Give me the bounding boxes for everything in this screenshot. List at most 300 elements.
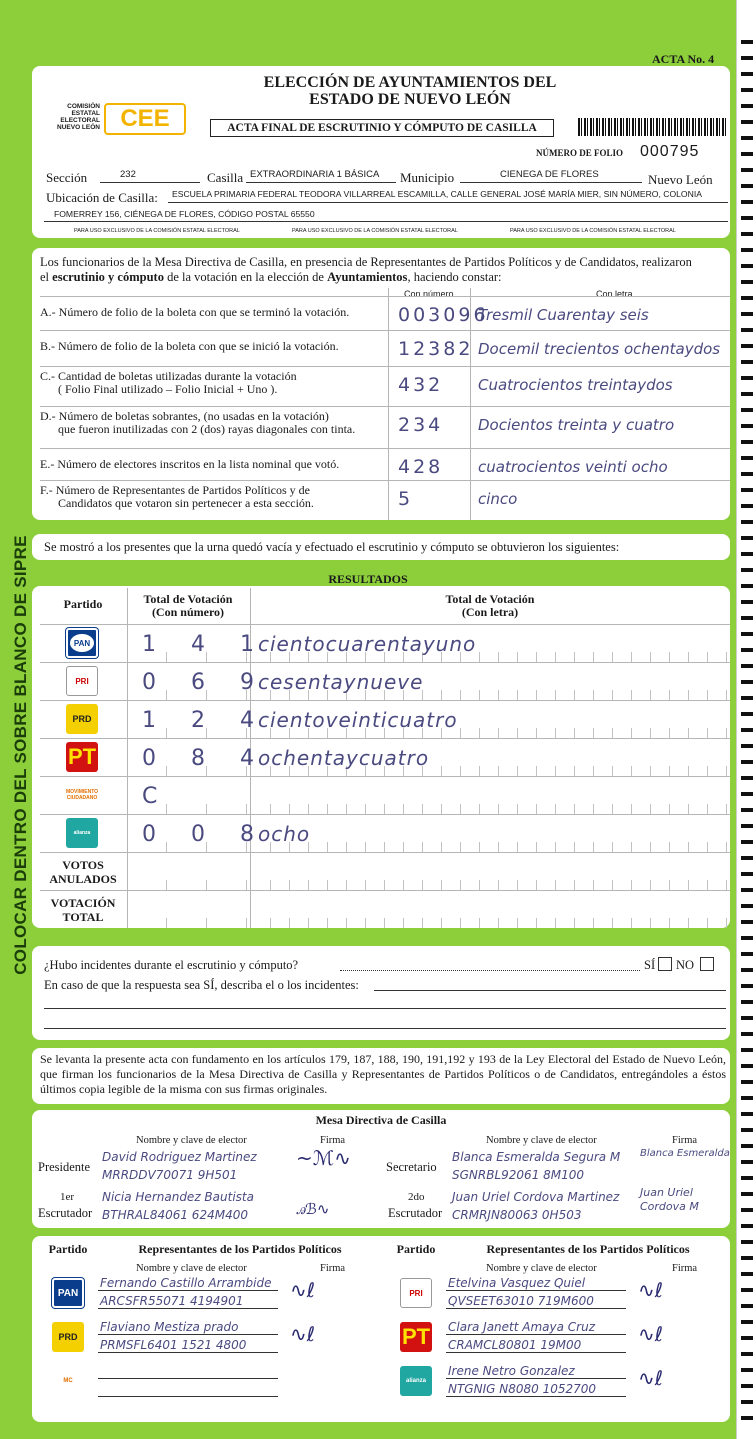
question-text: F.- Número de Representantes de Partidos Políticos y de xyxy=(40,483,310,497)
edge-mark xyxy=(741,984,753,988)
intro-part: , haciendo constar: xyxy=(407,270,502,284)
letter-tick xyxy=(460,880,461,890)
letter-tick xyxy=(688,690,689,700)
acta-subtitle: ACTA FINAL DE ESCRUTINIO Y CÓMPUTO DE CASILLA xyxy=(210,119,554,137)
letter-tick xyxy=(555,690,556,700)
question-number-value: 428 xyxy=(398,456,444,478)
rep-signature: ∿ℓ xyxy=(290,1322,316,1346)
letter-tick xyxy=(688,652,689,662)
digit-tick xyxy=(206,880,207,890)
edge-mark xyxy=(741,104,753,108)
edge-mark xyxy=(741,296,753,300)
letter-tick xyxy=(460,690,461,700)
question-row-divider xyxy=(40,448,730,449)
incidents-question: ¿Hubo incidentes durante el escrutinio y cómputo? xyxy=(44,958,299,972)
escrutador2-label: Escrutador xyxy=(388,1206,443,1220)
party-logo-text: alianza xyxy=(73,830,91,836)
letter-tick xyxy=(631,652,632,662)
escrutador1-label: Escrutador xyxy=(38,1206,93,1220)
letter-tick xyxy=(707,728,708,738)
letter-tick xyxy=(650,880,651,890)
rep-clave: PRMSFL6401 1521 4800 xyxy=(100,1338,247,1352)
edge-mark xyxy=(741,232,753,236)
letter-tick xyxy=(631,690,632,700)
question-text: D.- Número de boletas sobrantes, (no usadas en la votación) xyxy=(40,409,329,423)
letter-tick xyxy=(346,842,347,852)
letter-tick xyxy=(422,880,423,890)
letter-tick xyxy=(650,690,651,700)
letter-tick xyxy=(669,690,670,700)
presidente-name: David Rodriguez Martinez xyxy=(102,1150,257,1164)
rep-col-partido-right: Partido xyxy=(396,1242,436,1256)
escrutador2-ord: 2do xyxy=(408,1191,425,1203)
result-number-value: 1 2 4 xyxy=(142,708,268,733)
letter-tick xyxy=(726,652,727,662)
letter-tick xyxy=(612,918,613,928)
letter-tick xyxy=(403,842,404,852)
edge-mark xyxy=(741,936,753,940)
party-logo-pt xyxy=(66,742,98,772)
results-row-divider xyxy=(40,776,730,777)
edge-mark xyxy=(741,472,753,476)
letter-tick xyxy=(536,652,537,662)
edge-mark xyxy=(741,264,753,268)
digit-tick xyxy=(246,804,247,814)
letter-tick xyxy=(612,766,613,776)
rep-clave: QVSEET63010 719M600 xyxy=(448,1294,594,1308)
title-line-2: ESTADO DE NUEVO LEÓN xyxy=(309,91,511,108)
letter-tick xyxy=(308,880,309,890)
question-letter-value: Cuatrocientos treintaydos xyxy=(478,376,673,394)
letter-tick xyxy=(346,880,347,890)
edge-mark xyxy=(741,792,753,796)
mesa-firma-right: Firma xyxy=(672,1135,698,1146)
party-logo-text: PAN xyxy=(70,634,94,652)
question-row-divider xyxy=(40,296,730,297)
edge-mark xyxy=(741,280,753,284)
letter-tick xyxy=(669,652,670,662)
question-label xyxy=(40,484,386,510)
results-title: RESULTADOS xyxy=(328,572,408,586)
letter-tick xyxy=(517,652,518,662)
rep-party-logo-pan: PAN xyxy=(52,1278,84,1308)
party-logo-text: MOVIMIENTO CIUDADANO xyxy=(65,789,99,801)
letter-tick xyxy=(327,842,328,852)
party-logo-nueva-alianza xyxy=(66,818,98,848)
letter-tick xyxy=(612,728,613,738)
letter-tick xyxy=(270,804,271,814)
question-letter-value: cinco xyxy=(478,490,518,508)
letter-tick xyxy=(650,804,651,814)
question-text: ( Folio Final utilizado – Folio Inicial + Uno ). xyxy=(58,382,278,396)
question-row-divider xyxy=(40,406,730,407)
letter-tick xyxy=(574,766,575,776)
letter-tick xyxy=(422,804,423,814)
side-instruction-text: COLOCAR DENTRO DEL SOBRE BLANCO DE SIPRE xyxy=(11,535,30,975)
letter-tick xyxy=(669,880,670,890)
letter-tick xyxy=(536,690,537,700)
mesa-nombre-right: Nombre y clave de elector xyxy=(486,1135,597,1146)
question-text: B.- Número de folio de la boleta con que se inició la votación. xyxy=(40,339,339,353)
letter-tick xyxy=(460,918,461,928)
letter-tick xyxy=(631,842,632,852)
edge-mark xyxy=(741,664,753,668)
letter-tick xyxy=(346,804,347,814)
edge-mark xyxy=(741,1224,753,1228)
letter-tick xyxy=(669,804,670,814)
letter-tick xyxy=(384,880,385,890)
letter-tick xyxy=(327,804,328,814)
casilla-label: Casilla xyxy=(207,170,244,185)
ubicacion-value-2: FOMERREY 156, CIÉNEGA DE FLORES, CÓDIGO POSTAL 65550 xyxy=(54,209,315,219)
edge-mark xyxy=(741,408,753,412)
letter-tick xyxy=(517,804,518,814)
letter-tick xyxy=(593,842,594,852)
escrutador1-signature: ꭿℬ∿ xyxy=(296,1200,330,1218)
rep-name: Clara Janett Amaya Cruz xyxy=(448,1320,596,1334)
letter-tick xyxy=(479,652,480,662)
edge-mark xyxy=(741,1080,753,1084)
edge-mark xyxy=(741,376,753,380)
escrutador1-ord: 1er xyxy=(60,1191,75,1203)
edge-mark xyxy=(741,440,753,444)
letter-tick xyxy=(688,728,689,738)
letter-tick xyxy=(517,690,518,700)
digit-tick xyxy=(246,918,247,928)
edge-mark xyxy=(741,328,753,332)
edge-mark xyxy=(741,1416,753,1420)
letter-tick xyxy=(669,728,670,738)
results-row-divider xyxy=(40,852,730,853)
edge-mark xyxy=(741,312,753,316)
result-letter-value: cientoveinticuatro xyxy=(258,708,458,732)
letter-tick xyxy=(688,918,689,928)
letter-tick xyxy=(384,918,385,928)
edge-mark xyxy=(741,1192,753,1196)
acta-number: ACTA No. 4 xyxy=(652,52,715,66)
edge-mark xyxy=(741,1032,753,1036)
digit-tick xyxy=(246,880,247,890)
rep-col-title-left: Representantes de los Partidos Políticos xyxy=(138,1242,342,1256)
letter-tick xyxy=(384,842,385,852)
question-row-divider xyxy=(40,330,730,331)
edge-mark xyxy=(741,920,753,924)
folio-label: NÚMERO DE FOLIO xyxy=(536,148,624,158)
edge-mark xyxy=(741,248,753,252)
letter-tick xyxy=(669,918,670,928)
letter-tick xyxy=(555,880,556,890)
edge-mark xyxy=(741,72,753,76)
results-row-divider xyxy=(40,890,730,891)
letter-tick xyxy=(707,880,708,890)
edge-mark xyxy=(741,1304,753,1308)
letter-tick xyxy=(517,842,518,852)
result-letter-value: cesentaynueve xyxy=(258,670,424,694)
edge-mark xyxy=(741,1368,753,1372)
letter-tick xyxy=(365,918,366,928)
rep-clave: NTGNIG N8080 1052700 xyxy=(448,1382,597,1396)
edge-mark xyxy=(741,1160,753,1164)
edge-mark xyxy=(741,392,753,396)
edge-mark xyxy=(741,696,753,700)
edge-mark xyxy=(741,632,753,636)
municipio-value: CIENEGA DE FLORES xyxy=(500,169,599,180)
edge-mark xyxy=(741,56,753,60)
letter-tick xyxy=(536,804,537,814)
edge-mark xyxy=(741,1144,753,1148)
question-row-divider xyxy=(40,366,730,367)
intro-part: escrutinio y cómputo xyxy=(52,270,164,284)
question-label xyxy=(40,370,386,396)
letter-tick xyxy=(726,690,727,700)
letter-tick xyxy=(726,842,727,852)
letter-tick xyxy=(688,766,689,776)
presidente-signature: ~ℳ∿ xyxy=(296,1146,351,1170)
letter-tick xyxy=(631,766,632,776)
intro-line xyxy=(40,270,726,285)
letter-tick xyxy=(479,804,480,814)
letter-tick xyxy=(612,842,613,852)
edge-mark xyxy=(741,552,753,556)
party-logo-text: PRI xyxy=(75,676,89,686)
party-logo-pri xyxy=(66,666,98,696)
casilla-value: EXTRAORDINARIA 1 BÁSICA xyxy=(250,169,380,180)
letter-tick xyxy=(631,804,632,814)
letter-tick xyxy=(707,842,708,852)
digit-tick xyxy=(166,880,167,890)
edge-mark xyxy=(741,504,753,508)
rep-signature: ∿ℓ xyxy=(638,1322,664,1346)
letter-tick xyxy=(403,804,404,814)
letter-tick xyxy=(593,918,594,928)
edge-mark xyxy=(741,1240,753,1244)
letter-tick xyxy=(669,766,670,776)
letter-tick xyxy=(593,804,594,814)
col-num-line: (Con número) xyxy=(151,605,225,619)
exclusive-note: PARA USO EXCLUSIVO DE LA COMISIÓN ESTATAL ELECTORAL xyxy=(510,228,676,234)
letter-tick xyxy=(479,842,480,852)
letter-tick xyxy=(460,804,461,814)
escrutador2-signature: Juan Uriel Cordova M xyxy=(640,1186,699,1213)
party-logo-text: PT xyxy=(67,744,97,769)
letter-tick xyxy=(498,880,499,890)
rep-nombre-left: Nombre y clave de elector xyxy=(136,1263,247,1274)
edge-mark xyxy=(741,88,753,92)
letter-tick xyxy=(517,766,518,776)
rep-nombre-right: Nombre y clave de elector xyxy=(486,1263,597,1274)
results-row-divider xyxy=(40,700,730,701)
digit-tick xyxy=(166,918,167,928)
letter-tick xyxy=(289,880,290,890)
letter-tick xyxy=(441,880,442,890)
municipio-label: Municipio xyxy=(400,170,455,185)
letter-tick xyxy=(441,842,442,852)
cee-name xyxy=(42,103,100,131)
edge-mark xyxy=(741,1384,753,1388)
letter-tick xyxy=(384,804,385,814)
letter-tick xyxy=(726,804,727,814)
letter-tick xyxy=(707,918,708,928)
rep-party-logo-na: alianza xyxy=(400,1366,432,1396)
letter-tick xyxy=(498,690,499,700)
letter-tick xyxy=(498,766,499,776)
letter-tick xyxy=(555,728,556,738)
result-letter-value: cientocuarentayuno xyxy=(258,632,477,656)
ubicacion-label: Ubicación de Casilla: xyxy=(46,190,158,205)
letter-tick xyxy=(270,880,271,890)
question-text: A.- Número de folio de la boleta con que se terminó la votación. xyxy=(40,305,350,319)
letter-tick xyxy=(517,918,518,928)
party-logo-text: PRD xyxy=(72,714,92,724)
edge-mark xyxy=(741,776,753,780)
secretario-signature: Blanca Esmeralda xyxy=(640,1148,730,1159)
seccion-label: Sección xyxy=(46,170,88,185)
letter-tick xyxy=(327,880,328,890)
letter-tick xyxy=(650,842,651,852)
result-number-value: 0 6 9 xyxy=(142,670,268,695)
letter-tick xyxy=(593,728,594,738)
letter-tick xyxy=(593,880,594,890)
letter-tick xyxy=(650,766,651,776)
rep-signature: ∿ℓ xyxy=(638,1278,664,1302)
votos-anulados-label: VOTOS ANULADOS xyxy=(49,858,117,886)
exclusive-note: PARA USO EXCLUSIVO DE LA COMISIÓN ESTATAL ELECTORAL xyxy=(292,228,458,234)
edge-mark xyxy=(741,152,753,156)
edge-mark xyxy=(741,120,753,124)
letter-tick xyxy=(517,880,518,890)
right-edge-strip xyxy=(736,0,756,1439)
ubicacion-value-1: ESCUELA PRIMARIA FEDERAL TEODORA VILLARREAL ESCAMILLA, CALLE GENERAL JOSÉ MARÍA MIER, SIN NÚMERO, COLONIA xyxy=(172,189,702,199)
edge-mark xyxy=(741,1112,753,1116)
letter-tick xyxy=(422,918,423,928)
letter-tick xyxy=(498,918,499,928)
seccion-value: 232 xyxy=(120,169,136,180)
secretario-name: Blanca Esmeralda Segura M xyxy=(452,1150,621,1164)
letter-tick xyxy=(593,766,594,776)
edge-mark xyxy=(741,1048,753,1052)
edge-mark xyxy=(741,184,753,188)
cee-name-line: NUEVO LEÓN xyxy=(57,124,100,131)
letter-tick xyxy=(574,804,575,814)
letter-tick xyxy=(574,880,575,890)
edge-mark xyxy=(741,1176,753,1180)
letter-tick xyxy=(498,728,499,738)
party-logo-prd xyxy=(66,704,98,734)
edge-mark xyxy=(741,856,753,860)
si-checkbox[interactable] xyxy=(658,957,672,971)
letter-tick xyxy=(631,728,632,738)
edge-mark xyxy=(741,536,753,540)
edge-mark xyxy=(741,1352,753,1356)
letter-tick xyxy=(365,804,366,814)
rep-name: Irene Netro Gonzalez xyxy=(448,1364,575,1378)
letter-tick xyxy=(612,804,613,814)
digit-tick xyxy=(206,918,207,928)
edge-mark xyxy=(741,360,753,364)
letter-tick xyxy=(574,690,575,700)
question-text: Candidatos que votaron sin pertenecer a esta sección. xyxy=(58,496,314,510)
rep-firma-right: Firma xyxy=(672,1263,698,1274)
legal-text: Se levanta la presente acta con fundamento en los artículos 179, 187, 188, 190, 191,192 y 193 de la Ley Electoral del Estado de Nuevo León, que firman los funcionarios de la Mesa Directiva de Casilla y Representantes de Partidos Políticos o de Candidatos, entregándoles a éstos últimos copia legible de la misma con sus firmas originales. xyxy=(40,1052,726,1096)
letter-tick xyxy=(612,652,613,662)
letter-tick xyxy=(403,880,404,890)
letter-tick xyxy=(707,766,708,776)
letter-tick xyxy=(365,842,366,852)
rep-party-logo-pri: PRI xyxy=(400,1278,432,1308)
rep-clave: ARCSFR55071 4194901 xyxy=(100,1294,244,1308)
edge-mark xyxy=(741,824,753,828)
edge-mark xyxy=(741,1256,753,1260)
edge-mark xyxy=(741,728,753,732)
con-letra-label: Con letra xyxy=(596,289,633,299)
letter-tick xyxy=(555,842,556,852)
letter-tick xyxy=(460,842,461,852)
edge-mark xyxy=(741,520,753,524)
letter-tick xyxy=(612,880,613,890)
edge-mark xyxy=(741,904,753,908)
letter-tick xyxy=(726,880,727,890)
rep-col-partido-left: Partido xyxy=(48,1242,88,1256)
letter-tick xyxy=(479,766,480,776)
digit-tick xyxy=(206,804,207,814)
letter-tick xyxy=(688,804,689,814)
letter-tick xyxy=(327,918,328,928)
rep-signature: ∿ℓ xyxy=(290,1278,316,1302)
edge-mark xyxy=(741,136,753,140)
intro-text xyxy=(40,255,726,285)
letter-tick xyxy=(669,842,670,852)
edge-mark xyxy=(741,600,753,604)
edge-mark xyxy=(741,968,753,972)
mesa-nombre-left: Nombre y clave de elector xyxy=(136,1135,247,1146)
col-letra-line: Total de Votación xyxy=(445,592,535,606)
letter-tick xyxy=(536,918,537,928)
letter-tick xyxy=(536,728,537,738)
letter-tick xyxy=(479,690,480,700)
secretario-clave: SGNRBL92061 8M100 xyxy=(452,1168,585,1182)
letter-tick xyxy=(460,728,461,738)
no-checkbox[interactable] xyxy=(700,957,714,971)
letter-tick xyxy=(346,918,347,928)
letter-tick xyxy=(650,728,651,738)
letter-tick xyxy=(441,766,442,776)
letter-tick xyxy=(650,918,651,928)
letter-tick xyxy=(707,652,708,662)
edge-mark xyxy=(741,1272,753,1276)
col-num xyxy=(128,593,248,619)
rep-party-logo-pt: PT xyxy=(400,1322,432,1352)
mesa-firma-left: Firma xyxy=(320,1135,346,1146)
letter-tick xyxy=(441,918,442,928)
result-letter-value: ocho xyxy=(258,822,311,846)
letter-tick xyxy=(574,842,575,852)
edge-mark xyxy=(741,1096,753,1100)
rep-party-logo-mc: MC xyxy=(52,1366,84,1396)
question-number-value: 5 xyxy=(398,488,414,510)
edge-mark xyxy=(741,840,753,844)
letter-tick xyxy=(536,842,537,852)
incidents-describe: En caso de que la respuesta sea SÍ, describa el o los incidentes: xyxy=(44,978,359,992)
letter-tick xyxy=(479,918,480,928)
party-logo-pan xyxy=(66,628,98,658)
letter-tick xyxy=(365,880,366,890)
rep-name: Etelvina Vasquez Quiel xyxy=(448,1276,586,1290)
question-label xyxy=(40,410,386,436)
letter-tick xyxy=(460,766,461,776)
rep-signature: ∿ℓ xyxy=(638,1366,664,1390)
col-partido: Partido xyxy=(63,597,103,611)
edge-mark xyxy=(741,808,753,812)
